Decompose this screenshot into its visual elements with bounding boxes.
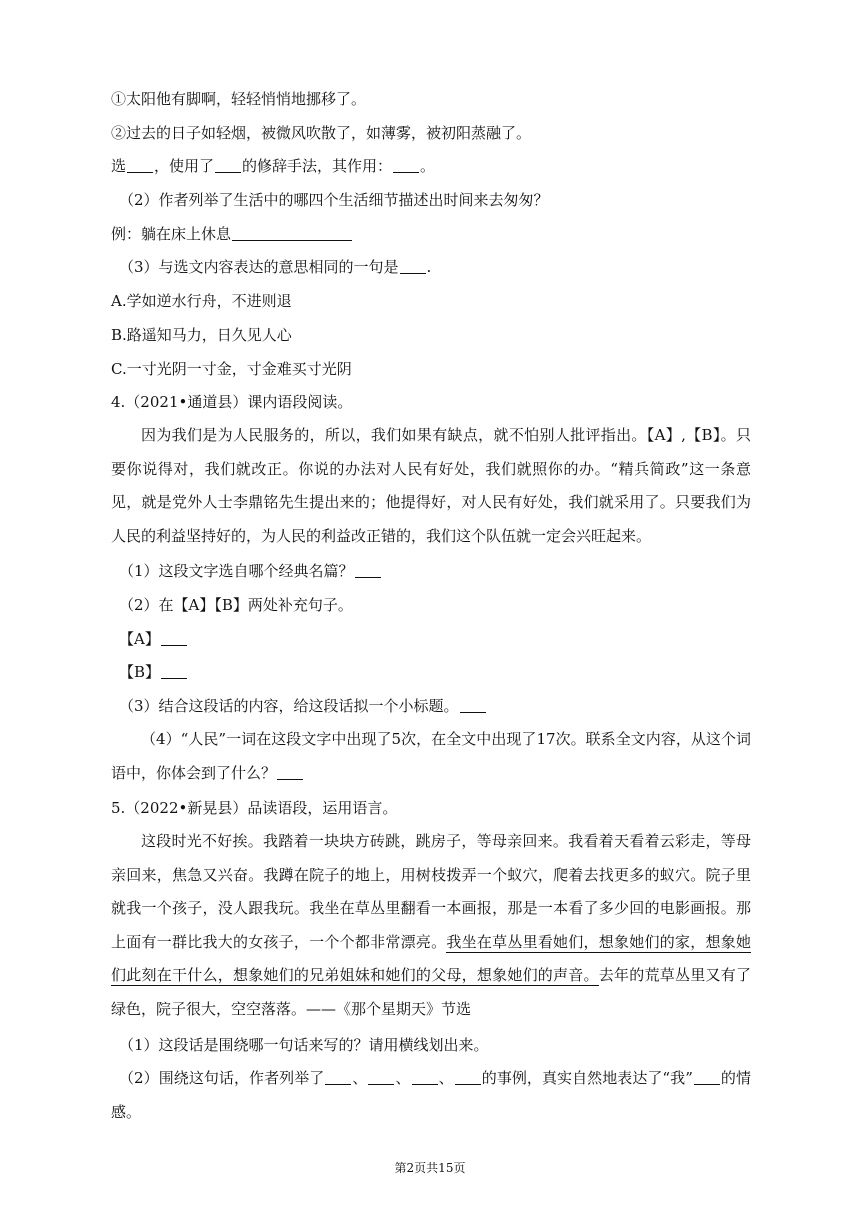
answer-a-line: 【A】 <box>119 629 759 649</box>
answer-blank[interactable] <box>277 764 303 780</box>
answer-blank[interactable] <box>393 157 419 173</box>
example-line: 例：躺在床上休息 <box>111 224 751 244</box>
sentence-2: ②过去的日子如轻烟，被微风吹散了，如薄雾，被初阳蒸融了。 <box>111 124 532 142</box>
question-1-choose: 选 ，使用了 的修辞手法，其作用： 。 <box>111 157 436 175</box>
question-3: （3）与选文内容表达的意思相同的一句是 . <box>119 258 432 276</box>
answer-blank[interactable] <box>325 1069 351 1085</box>
answer-blank[interactable] <box>455 1069 481 1085</box>
passage-4: 因为我们是为人民服务的，所以，我们如果有缺点，就不怕别人批评指出。【A】,【B】。只要你说得对，我们就改正。你说的办法对人民有好处，我们就照你的办。“精兵简政”这一条意见，就是党外人士李鼎铭先生提出来的；他提得好，对人民有好处，我们就采用了。只要我们为人民的利益坚持好的，为人民的利益改正错的，我们这个队伍就一定会兴旺起来。 <box>111 426 751 545</box>
question-5-title: 5.（2022•新晃县）品读语段，运用语言。 <box>111 799 398 817</box>
passage-5: 这段时光不好挨。我踏着一块块方砖跳，跳房子，等母亲回来。我看着天看着云彩走，等母亲回来，焦急又兴奋。我蹲在院子的地上，用树枝拨弄一个蚁穴，爬着去找更多的蚁穴。院子里就我一个孩子，没人跟我玩。我坐在草丛里翻看一本画报，那是一本看了多少回的电影画报。那上面有一群比我大的女孩子，一个个都非常漂亮。我坐在草丛里看她们，想象她们的家，想象她们此刻在干什么，想象她们的兄弟姐妹和她们的父母，想象她们的声音。去年的荒草丛里又有了绿色，院子很大，空空落落。——《那个星期天》节选 <box>111 832 751 1018</box>
option-b: B.路遥知马力，日久见人心 <box>111 326 292 344</box>
question-2: （2）作者列举了生活中的哪四个生活细节描述出时间来去匆匆？ <box>119 191 549 209</box>
question-4-1: （1）这段文字选自哪个经典名篇？ <box>119 561 759 581</box>
option-c: C.一寸光阴一寸金，寸金难买寸光阴 <box>111 360 352 378</box>
answer-b-line: 【B】 <box>119 662 759 682</box>
question-4-title: 4.（2021•通道县）课内语段阅读。 <box>111 393 353 411</box>
answer-blank[interactable] <box>215 157 241 173</box>
answer-blank[interactable] <box>232 225 352 241</box>
question-5-2: （2）围绕这句话，作者列举了 、 、 、 的事例，真实自然地表达了“我” 的情感。 <box>111 1069 751 1121</box>
answer-blank[interactable] <box>161 630 187 646</box>
option-a: A.学如逆水行舟，不进则退 <box>111 292 292 310</box>
question-5-1: （1）这段话是围绕哪一句话来写的？请用横线划出来。 <box>119 1036 489 1054</box>
answer-blank[interactable] <box>400 258 426 274</box>
question-4-2: （2）在【A】【B】两处补充句子。 <box>119 596 353 614</box>
underlined-sentence: 我坐在草丛里看她们，想象她们的家，想象她们此刻在干什么，想象她们的兄弟姐妹和她们的父母，想象她们的声音。 <box>111 932 751 985</box>
answer-blank[interactable] <box>412 1069 438 1085</box>
answer-blank[interactable] <box>368 1069 394 1085</box>
answer-blank[interactable] <box>355 562 381 578</box>
answer-blank[interactable] <box>127 157 153 173</box>
page-footer: 第2页共15页 <box>394 1161 466 1175</box>
question-4-3: （3）结合这段话的内容，给这段话拟一个小标题。 <box>119 696 759 716</box>
answer-blank[interactable] <box>161 663 187 679</box>
sentence-1: ①太阳他有脚啊，轻轻悄悄地挪移了。 <box>111 90 367 108</box>
answer-blank[interactable] <box>460 697 486 713</box>
question-4-4: （4）“人民”一词在这段文字中出现了5次，在全文中出现了17次。联系全文内容，从这个词语中，你体会到了什么？ <box>111 730 751 782</box>
answer-blank[interactable] <box>694 1069 720 1085</box>
